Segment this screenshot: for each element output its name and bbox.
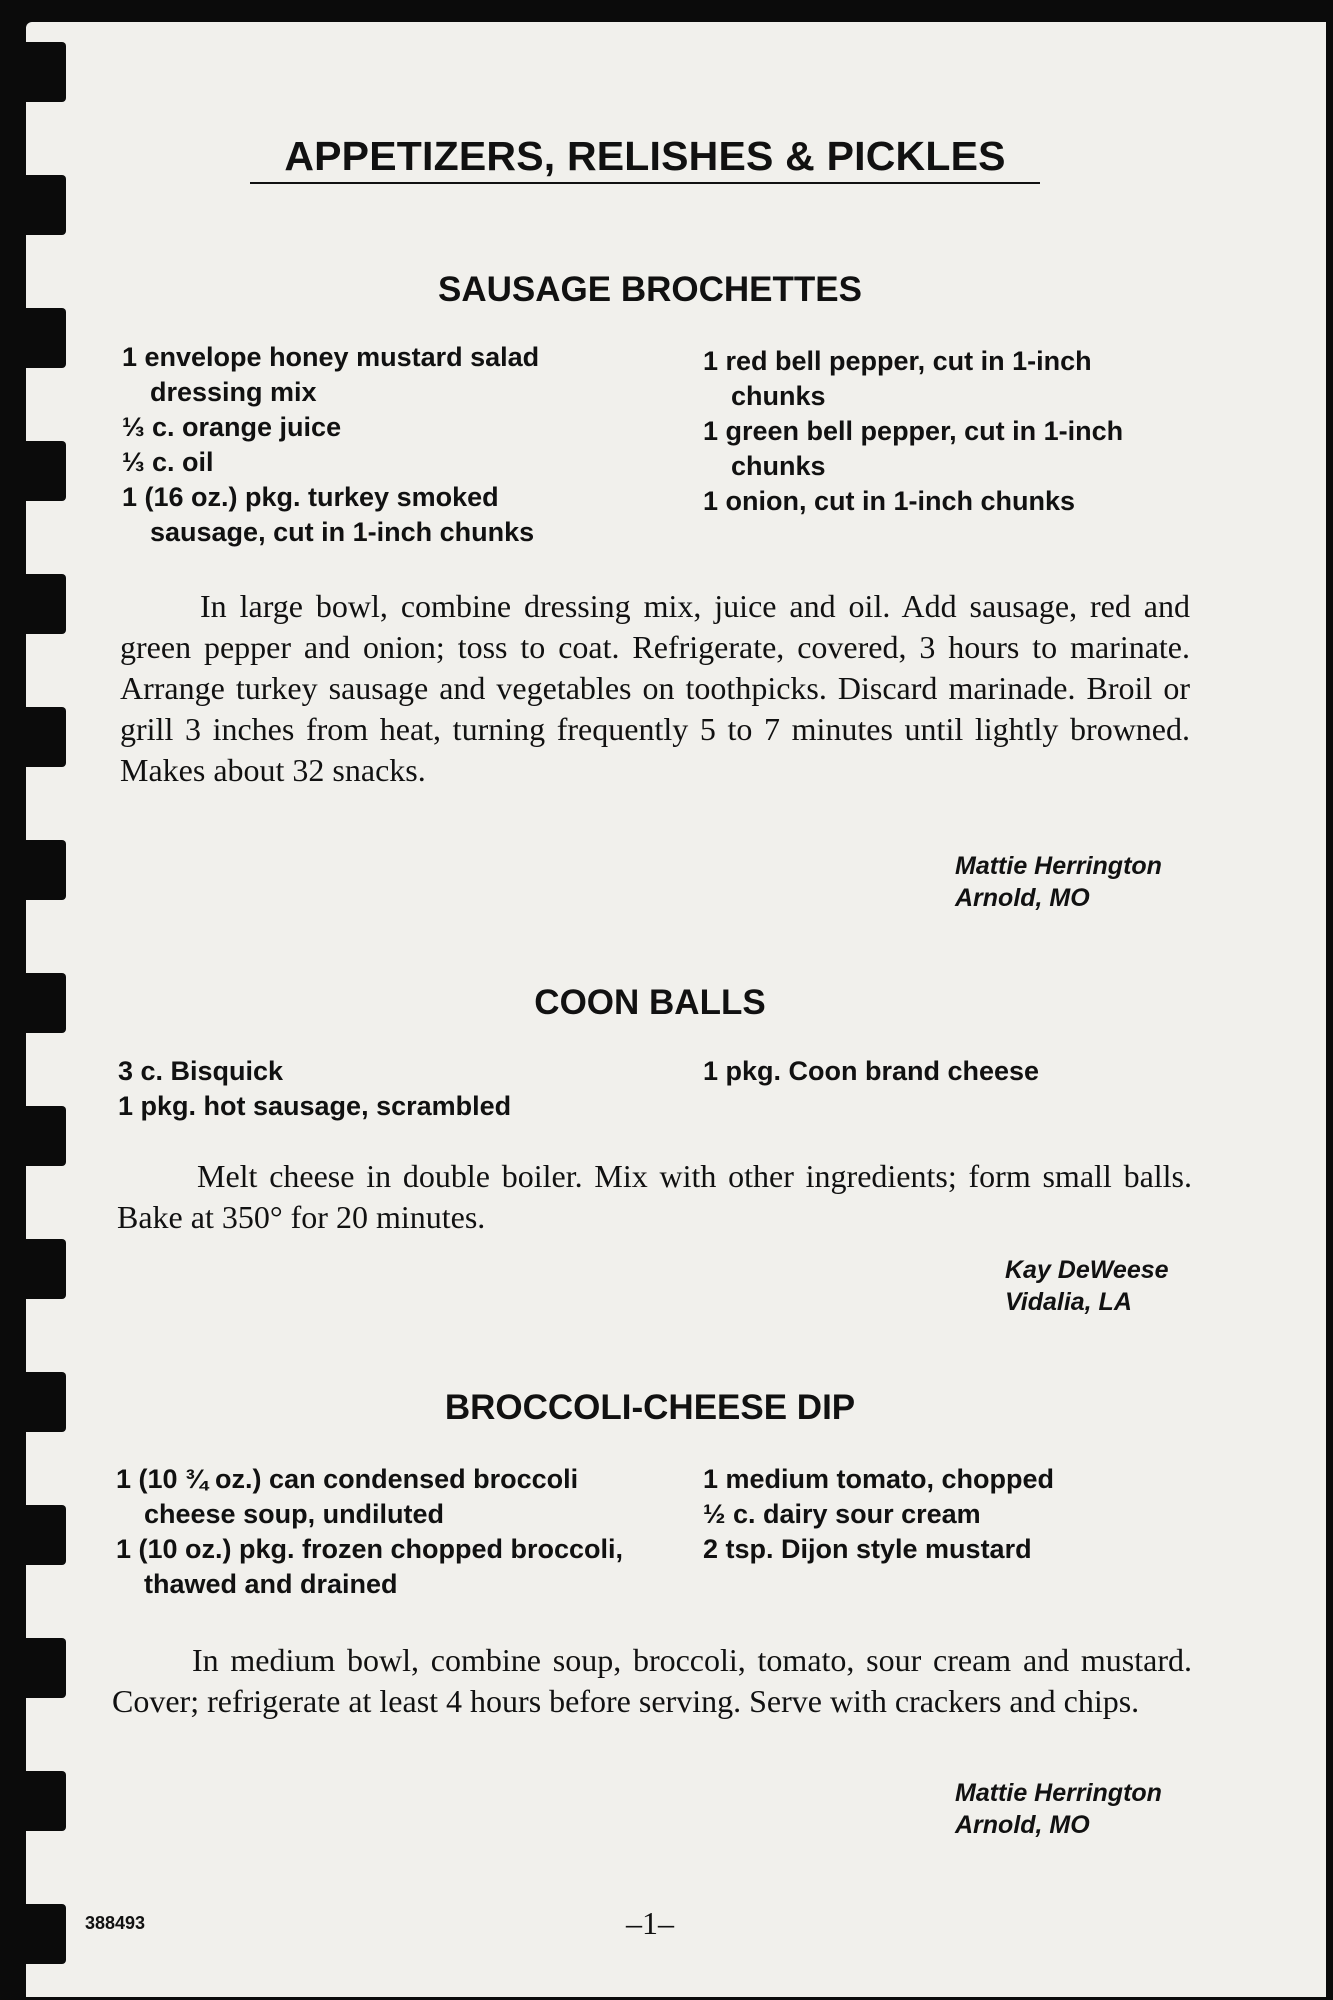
- recipe-title: SAUSAGE BROCHETTES: [438, 270, 862, 309]
- ingredient-list-right: [703, 1462, 1163, 1567]
- recipe-author: [955, 850, 1225, 914]
- recipe-title: COON BALLS: [534, 983, 766, 1022]
- section-title: APPETIZERS, RELISHES & PICKLES: [250, 133, 1040, 184]
- ingredient: ½ c. dairy sour cream: [703, 1499, 981, 1529]
- ingredient: 1 (10 ¾ oz.) can condensed broccoli cheese soup, undiluted: [116, 1464, 579, 1529]
- ingredient-list-right: [703, 344, 1163, 519]
- ingredient: 1 envelope honey mustard salad dressing mix: [122, 342, 540, 407]
- ingredient: 3 c. Bisquick: [118, 1056, 284, 1086]
- recipe-author: [1005, 1254, 1225, 1318]
- page-number: –1–: [626, 1905, 674, 1941]
- ingredient: ⅓ c. oil: [122, 447, 214, 477]
- author-name: Mattie Herrington: [955, 1779, 1162, 1807]
- recipe-title: BROCCOLI-CHEESE DIP: [444, 1388, 856, 1427]
- ingredient: 2 tsp. Dijon style mustard: [703, 1534, 1032, 1564]
- ingredient: 1 red bell pepper, cut in 1-inch chunks: [703, 346, 1092, 411]
- ingredient-list-left: [122, 340, 592, 550]
- author-location: Arnold, MO: [955, 1811, 1090, 1839]
- recipe-directions: Melt cheese in double boiler. Mix with other ingredients; form small balls. Bake at 350° for 20 minutes.: [117, 1158, 1192, 1235]
- recipe-author: [955, 1777, 1225, 1841]
- author-name: Kay DeWeese: [1005, 1256, 1169, 1284]
- ingredient-list-right: [703, 1054, 1163, 1089]
- ingredient: ⅓ c. orange juice: [122, 412, 342, 442]
- recipe-directions: In large bowl, combine dressing mix, juice and oil. Add sausage, red and green pepper and onion; toss to coat. Refrigerate, covered, 3 hours to marinate. Arrange turkey sausage and vegetables on toothpicks. Discard marinade. Broil or grill 3 inches from heat, turning frequently 5 to 7 minutes until lightly browned. Makes about 32 snacks.: [120, 588, 1190, 788]
- author-location: Vidalia, LA: [1005, 1288, 1132, 1316]
- recipe-directions: In medium bowl, combine soup, broccoli, tomato, sour cream and mustard. Cover; refrigerate at least 4 hours before serving. Serve with crackers and chips.: [112, 1642, 1192, 1719]
- author-name: Mattie Herrington: [955, 852, 1162, 880]
- ingredient: 1 onion, cut in 1-inch chunks: [703, 486, 1076, 516]
- ingredient-list-left: [116, 1462, 636, 1602]
- ingredient: 1 pkg. hot sausage, scrambled: [118, 1091, 512, 1121]
- ingredient: 1 medium tomato, chopped: [703, 1464, 1055, 1494]
- ingredient: 1 (16 oz.) pkg. turkey smoked sausage, cut in 1-inch chunks: [122, 482, 535, 547]
- ingredient: 1 (10 oz.) pkg. frozen chopped broccoli, thawed and drained: [116, 1534, 624, 1599]
- author-location: Arnold, MO: [955, 884, 1090, 912]
- ingredient: 1 pkg. Coon brand cheese: [703, 1056, 1040, 1086]
- ingredient-list-left: [118, 1054, 578, 1124]
- footer-code: 388493: [85, 1913, 146, 1933]
- ingredient: 1 green bell pepper, cut in 1-inch chunks: [703, 416, 1124, 481]
